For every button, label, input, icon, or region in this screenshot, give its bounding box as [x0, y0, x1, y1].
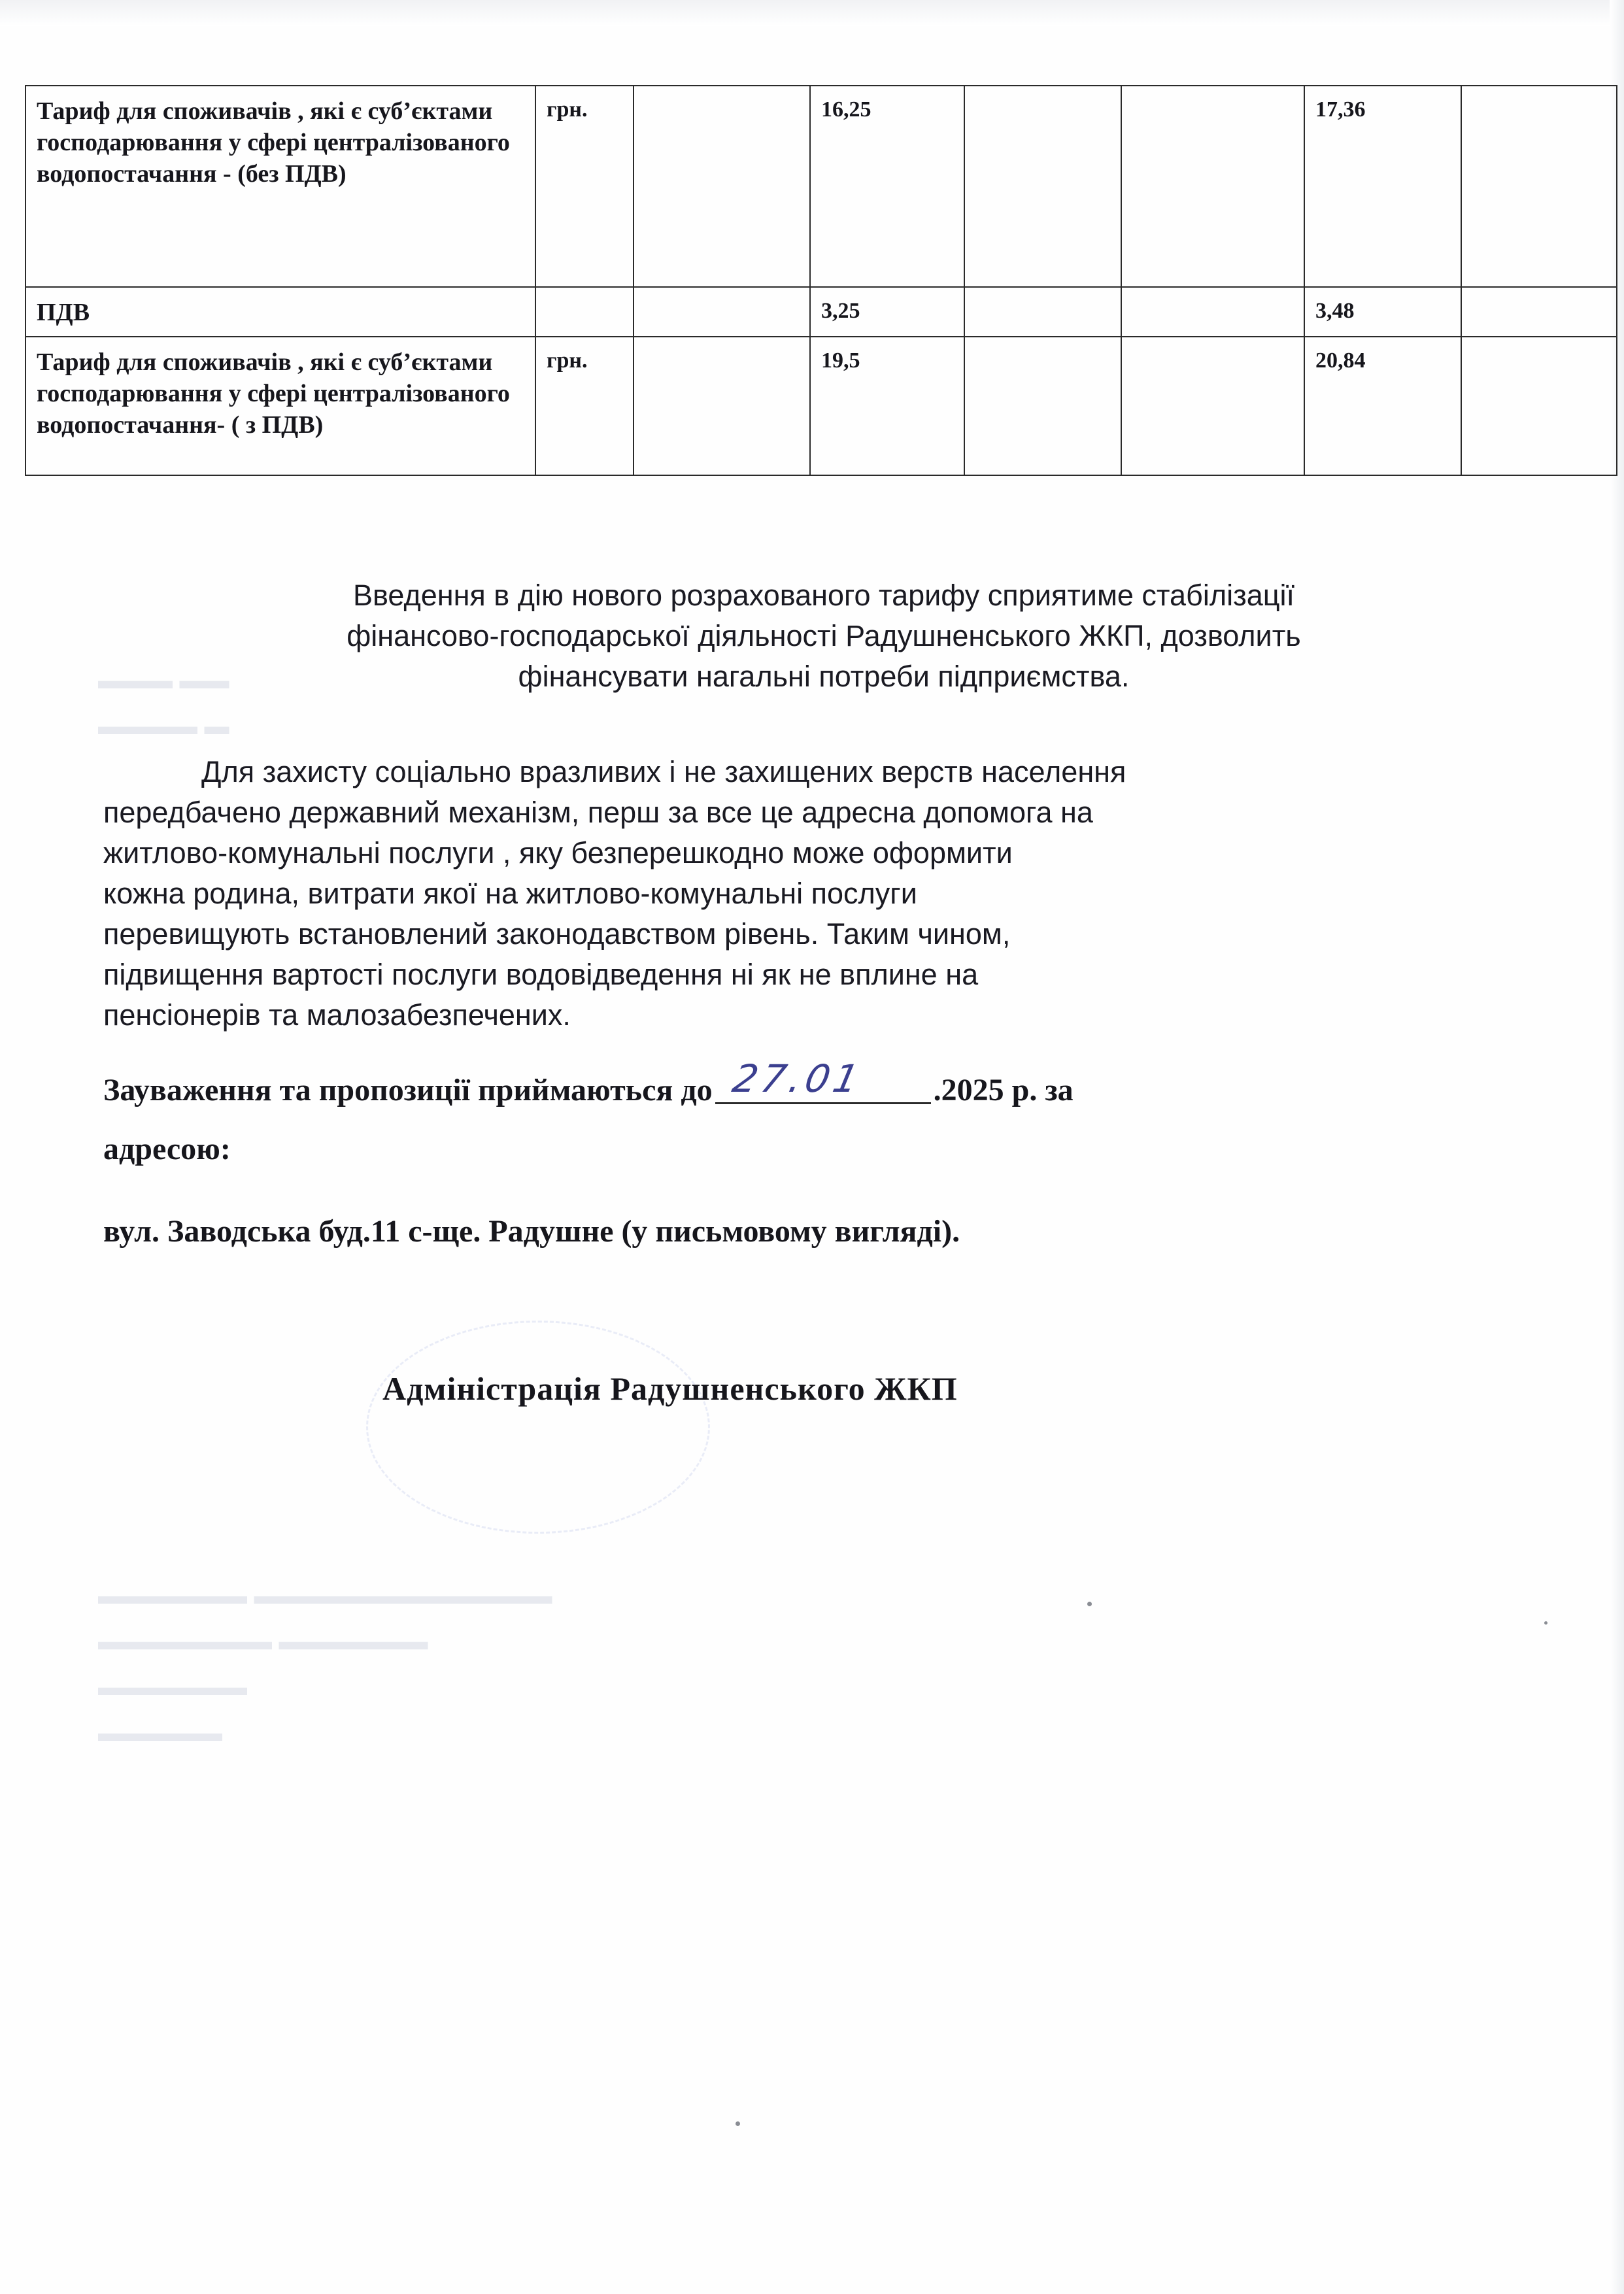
empty-cell: [964, 337, 1121, 475]
intro-line: Введення в дію нового розрахованого тарифу сприятиме стабілізації: [352, 579, 1295, 612]
faint-stamp-trace: [366, 1321, 710, 1534]
table-row: [25, 337, 1617, 475]
table-row: [25, 86, 1617, 287]
show-through-mark: ▬▬▬▬▬: [98, 1719, 222, 1747]
unit-cell: [535, 287, 634, 337]
empty-cell: [964, 86, 1121, 287]
protection-line: житлово-комунальні послуги , яку безперешкодно може оформити: [103, 836, 1013, 869]
show-through-mark: ▬▬▬▬ ▬: [98, 713, 229, 740]
empty-cell: [1121, 287, 1304, 337]
tariff-label-cell: Тариф для споживачів , які є суб’єктами господарювання у сфері централізованого водопостачання- ( з ПДВ): [25, 337, 535, 475]
value-cell-current: 19,5: [810, 337, 964, 475]
empty-cell: [634, 287, 810, 337]
empty-cell: [964, 287, 1121, 337]
empty-cell: [1461, 86, 1617, 287]
remarks-deadline-line: [103, 1056, 1074, 1110]
show-through-mark: ▬▬▬▬▬▬ ▬▬▬▬▬▬▬▬▬▬▬▬: [98, 1582, 552, 1610]
empty-cell: [1461, 337, 1617, 475]
protection-line: передбачено державний механізм, перш за все це адресна допомога на: [103, 796, 1093, 829]
scan-speck: [1544, 1621, 1548, 1625]
address-label: адресою:: [103, 1132, 231, 1166]
protection-line: пенсіонерів та малозабезпечених.: [103, 998, 571, 1032]
scan-speck: [736, 2121, 740, 2126]
value-cell-new: 3,48: [1304, 287, 1461, 337]
remarks-prefix: Зауваження та пропозиції приймаються до: [103, 1073, 713, 1107]
value-cell-new: 20,84: [1304, 337, 1461, 475]
protection-line: підвищення вартості послуги водовідведення ні як не вплине на: [103, 958, 979, 991]
remarks-suffix: .2025 р. за: [933, 1073, 1074, 1107]
table-row: [25, 287, 1617, 337]
empty-cell: [634, 86, 810, 287]
protection-line: кожна родина, витрати якої на житлово-комунальні послуги: [103, 877, 917, 910]
tariff-label-cell: ПДВ: [25, 287, 535, 337]
scan-speck: [1087, 1602, 1092, 1606]
empty-cell: [1121, 86, 1304, 287]
handwritten-date: 27.01: [728, 1056, 866, 1101]
administration-signature: Адміністрація Радушненського ЖКП: [382, 1370, 958, 1407]
address-text: вул. Заводська буд.11 с-ще. Радушне (у письмовому вигляді).: [103, 1214, 960, 1249]
show-through-mark: ▬▬▬ ▬▬: [98, 667, 229, 694]
value-cell-current: 3,25: [810, 287, 964, 337]
intro-line: фінансувати нагальні потреби підприємства.: [518, 660, 1130, 693]
intro-line: фінансово-господарської діяльності Радушненського ЖКП, дозволить: [347, 619, 1301, 652]
protection-paragraph: [103, 752, 1542, 1036]
date-blank-field: [715, 1056, 931, 1104]
intro-paragraph: [92, 575, 1556, 697]
empty-cell: [1121, 337, 1304, 475]
empty-cell: [634, 337, 810, 475]
show-through-mark: ▬▬▬▬▬▬▬ ▬▬▬▬▬▬: [98, 1628, 428, 1655]
tariff-label-cell: Тариф для споживачів , які є суб’єктами господарювання у сфері централізованого водопостачання - (без ПДВ): [25, 86, 535, 287]
scan-top-shadow: [0, 0, 1624, 26]
unit-cell: грн.: [535, 337, 634, 475]
protection-line: перевищують встановлений законодавством рівень. Таким чином,: [103, 917, 1011, 951]
value-cell-current: 16,25: [810, 86, 964, 287]
protection-line: Для захисту соціально вразливих і не захищених верств населення: [201, 755, 1126, 788]
show-through-mark: ▬▬▬▬▬▬: [98, 1674, 247, 1701]
empty-cell: [1461, 287, 1617, 337]
value-cell-new: 17,36: [1304, 86, 1461, 287]
tariff-table: [25, 85, 1617, 476]
unit-cell: грн.: [535, 86, 634, 287]
